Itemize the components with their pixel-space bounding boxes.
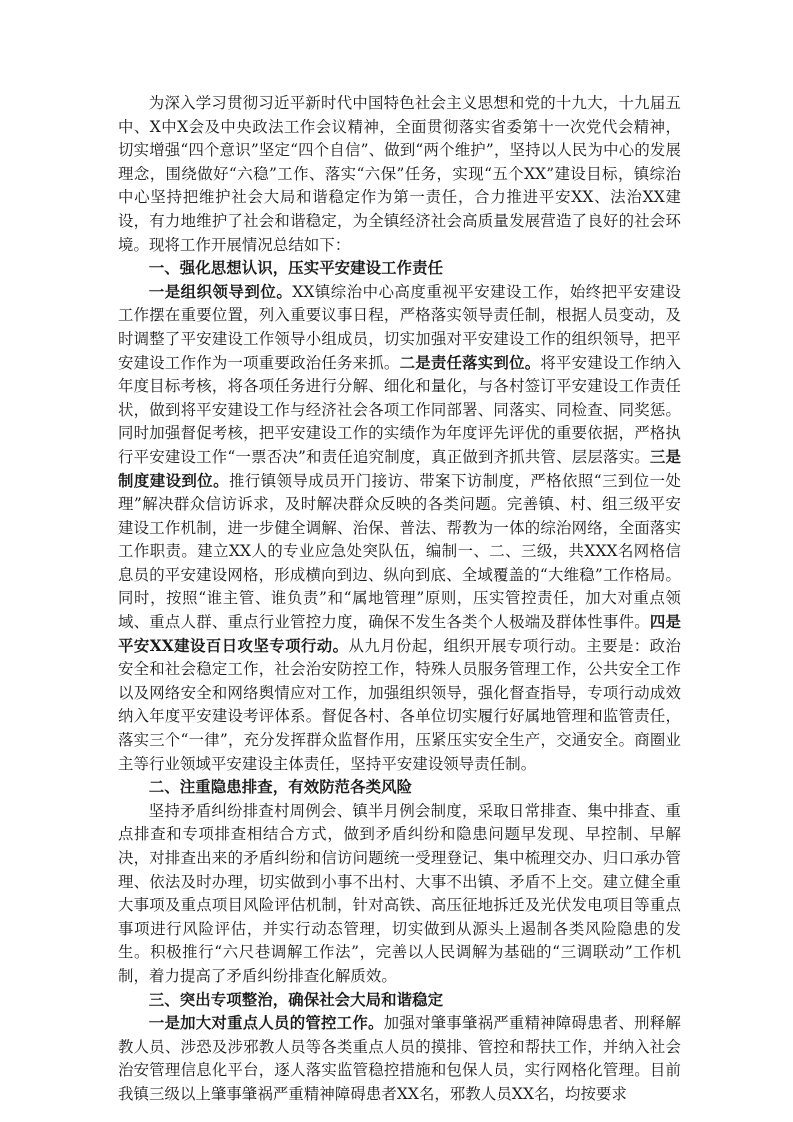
section-1-text-3: 推行镇领导成员开门接访、带案下访制度，严格依照“三到位一处理”解决群众信访诉求，及时解决群众反映的各类问题。完善镇、村、组三级平安建设工作机制，进一步健全调解、治保、普法、帮教为一体的综治网络，全面落实工作职责。建立XX人的专业应急处突队伍，编制一、二、三级，共XXX名网格信息员的平安建设网格，形成横向到边、纵向到底、全域覆盖的“大维稳”工作格局。同时，按照“谁主管、谁负责”和“属地管理”原则，压实管控责任，加大对重点领域、重点人群、重点行业管控力度，确保不发生各类个人极端及群体性事件。 bbox=[118, 471, 681, 632]
section-1-lead-1: 一是组织领导到位。 bbox=[148, 282, 293, 301]
section-3-lead-1: 一是加大对重点人员的管控工作。 bbox=[148, 1014, 384, 1033]
document-page bbox=[118, 92, 681, 1107]
section-1-paragraph bbox=[118, 281, 681, 776]
section-1-text-2: 将平安建设工作纳入年度目标考核，将各项任务进行分解、细化和量化，与各村签订平安建设工作责任状，做到将平安建设工作与经济社会各项工作同部署、同落实、同检查、同奖惩。同时加强督促考核，把平安建设工作的实绩作为年度评先评优的重要依据，严格执行平安建设工作“一票否决”和责任追究制度，真正做到齐抓共管、层层落实。 bbox=[118, 353, 682, 466]
section-3-paragraph bbox=[118, 1012, 681, 1106]
section-1-text-1: XX镇综治中心高度重视平安建设工作，始终把平安建设工作摆在重要位置，列入重要议事日程，严格落实领导责任制，根据人员变动，及时调整了平安建设工作领导小组成员，切实加强对平安建设工作的组织领导，把平安建设工作作为一项重要政治任务来抓。 bbox=[118, 282, 681, 372]
section-2-heading: 二、注重隐患排查，有效防范各类风险 bbox=[148, 778, 413, 797]
section-1-lead-2: 二是责任落实到位。 bbox=[399, 353, 541, 372]
section-1-lead-3: 三是制度建设到位。 bbox=[118, 447, 681, 490]
section-3-heading: 三、突出专项整治，确保社会大局和谐稳定 bbox=[148, 990, 444, 1009]
intro-paragraph: 为深入学习贯彻习近平新时代中国特色社会主义思想和党的十九大，十九届五中、X中X会及中央政法工作会议精神，全面贯彻落实省委第十一次党代会精神，切实增强“四个意识”坚定“四个自信”、做到“两个维护”，坚持以人民为中心的发展理念，围绕做好“六稳”工作、落实“六保”任务，实现“五个XX”建设目标，镇综治中心坚持把维护社会大局和谐稳定作为第一责任，合力推进平安XX、法治XX建设，有力地维护了社会和谐稳定，为全镇经济社会高质量发展营造了良好的社会环境。现将工作开展情况总结如下： bbox=[118, 94, 681, 254]
section-1-text-4: 从九月份起，组织开展专项行动。主要是：政治安全和社会稳定工作，社会治安防控工作，特殊人员服务管理工作，公共安全工作以及网络安全和网络舆情应对工作，加强组织领导，强化督查指导，专项行动成效纳入年度平安建设考评体系。督促各村、各单位切实履行好属地管理和监管责任，落实三个“一律”，充分发挥群众监督作用，压紧压实安全生产，交通安全。商圈业主等行业领域平安建设主体责任，坚持平安建设领导责任制。 bbox=[118, 636, 681, 773]
section-1-heading: 一、强化思想认识，压实平安建设工作责任 bbox=[148, 259, 444, 278]
section-2-paragraph: 坚持矛盾纠纷排查村周例会、镇半月例会制度，采取日常排查、集中排查、重点排查和专项排查相结合方式，做到矛盾纠纷和隐患问题早发现、早控制、早解决，对排查出来的矛盾纠纷和信访问题统一受理登记、集中梳理交办、归口承办管理、依法及时办理，切实做到小事不出村、大事不出镇、矛盾不上交。建立健全重大事项及重点项目风险评估机制，针对高铁、高压征地拆迁及光伏发电项目等重点事项进行风险评估，并实行动态管理，切实做到从源头上遏制各类风险隐患的发生。积极推行“六尺巷调解工作法”，完善以人民调解为基础的“三调联动”工作机制，着力提高了矛盾纠纷排查化解质效。 bbox=[118, 801, 681, 985]
section-1-lead-4: 四是平安XX建设百日攻坚专项行动。 bbox=[118, 613, 681, 655]
section-3-text-1: 加强对肇事肇祸严重精神障碍患者、刑释解教人员、涉恐及涉邪教人员等各类重点人员的摸排、管控和帮扶工作，并纳入社会治安管理信息化平台，逐人落实监管稳控措施和包保人员，实行网格化管理。目前我镇三级以上肇事肇祸严重精神障碍患者XX名，邪教人员XX名，均按要求 bbox=[118, 1014, 681, 1103]
